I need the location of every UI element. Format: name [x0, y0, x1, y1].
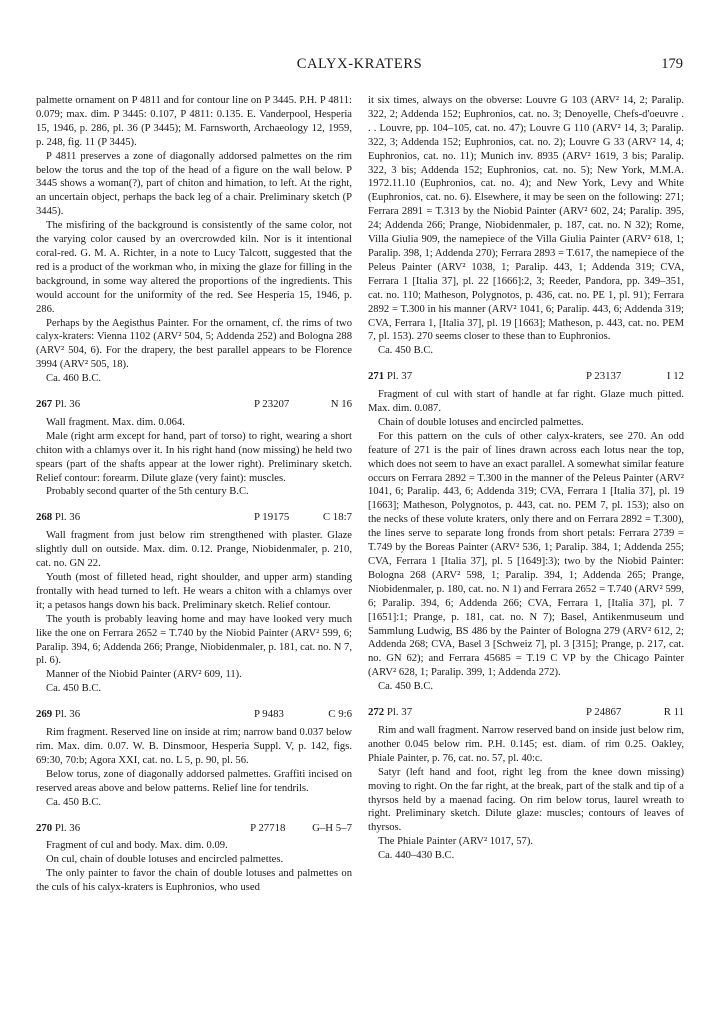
page-header — [0, 56, 719, 76]
body-paragraph: Rim and wall fragment. Narrow reserved band on inside just below rim, another 0.045 below rim. P.H. 0.145; est. diam. of rim 0.25. Oakley, Phiale Painter, p. 76, cat. no. 57, pl. 40:c. — [368, 724, 684, 764]
body-paragraph: it six times, always on the obverse: Louvre G 103 (ARV² 14, 2; Paralip. 322, 2; Addenda 152; Euphronios, cat. no. 3; Denoyelle, Chefs-d'oeuvre . . . Louvre, pp. 104–105, cat. no. 47); Louvre G 110 (ARV² 14, 3; Paralip. 322, 3; Addenda 152; Euphronios, cat. no. 2); Louvre G 33 (ARV² 14, 4; Euphronios, cat. no. 11); Munich inv. 8935 (ARV² 1619, 3 bis; Paralip. 322, 3 bis; Addenda 152; Euphronios, cat. no. 5); New York, M.M.A. 1972.11.10 (Euphronios, cat. no. 4); and New York, Levy and White (Euphronios, cat. no. 6). Elsewhere, it may be seen on the following: 271; Ferrara 2891 = T.313 by the Niobid Painter (ARV² 602, 24; Paralip. 395, 24; Addenda 266; Prange, Niobidenmaler, p. 187, cat. no. N 32); Rome, Villa Giulia 909, the namepiece of the Villa Giulia Painter (ARV² 618, 1; Paralip. 398, 1; Addenda 270); Ferrara 2893 = T.617, the namepiece of the Peleus Painter (ARV² 1038, 1; Paralip. 443, 1; Addenda 319; CVA, Ferrara 1 [Italia 37], pl. 22 [1666]:2, 3; Reeder, Pandora, pp. 349–351, cat. no. 110; Matheson, Polygnotos, p. 436, cat. no. PE 1, pl. 91); Ferrara 2892 = T.300 in his manner (ARV² 1041, 6; Paralip. 443, 6; Addenda 319; CVA, Ferrara 1, [Italia 37], pl. 19 [1663]; Matheson, p. 443, cat. no. PEM 7, pl. 153). 270 seems closer to these than to Euphronios. — [368, 95, 684, 343]
entry-number: 269 — [36, 708, 53, 721]
entry-heading — [368, 706, 684, 720]
entry-heading — [36, 822, 352, 836]
entry-heading — [36, 511, 352, 525]
grid-location: G–H 5–7 — [312, 821, 352, 834]
inventory-number: P 24867 — [586, 706, 622, 719]
body-paragraph: Fragment of cul and body. Max. dim. 0.09. — [46, 840, 228, 852]
body-paragraph: Wall fragment from just below rim strengthened with plaster. Glaze slightly dull on outside. Max. dim. 0.12. Prange, Niobidenmaler, p. 210, cat. no. GN 22. — [36, 530, 352, 570]
body-paragraph: Probably second quarter of the 5th century B.C. — [46, 486, 249, 498]
entry-number: 270 — [36, 821, 53, 834]
body-paragraph: On cul, chain of double lotuses and encircled palmettes. — [46, 854, 284, 866]
body-paragraph: Manner of the Niobid Painter (ARV² 609, 11). — [46, 669, 242, 681]
right-column — [368, 94, 684, 875]
entry-heading — [36, 398, 352, 412]
entry-heading — [368, 370, 684, 384]
catalog-entry — [36, 708, 352, 809]
grid-location: N 16 — [330, 398, 352, 411]
body-paragraph: The youth is probably leaving home and may have looked very much like the one on Ferrara 2652 = T.740 by the Niobid Painter (ARV² 599, 6; Paralip. 394, 6; Addenda 266; Prange, Niobidenmaler, p. 181, cat. no. N 7, pl. 6). — [36, 613, 352, 667]
body-paragraph: Male (right arm except for hand, part of torso) to right, wearing a short chiton with a chlamys over it. In his right hand (now missing) he held two spears (part of the shafts appear at the lower right). Preliminary sketch. Relief contour: forearm. Dilute glaze (very faint): muscles. — [36, 430, 352, 484]
body-paragraph: palmette ornament on P 4811 and for contour line on P 3445. P.H. P 4811: 0.079; max. dim. P 3445: 0.107, P 4811: 0.135. E. Vanderpool, Hesperia 15, 1946, p. 286, pl. 36 (P 3445); M. Farnsworth, Archaeology 12, 1959, p. 248, fig. 11 (P 3445). — [36, 95, 352, 148]
body-paragraph: Rim fragment. Reserved line on inside at rim; narrow band 0.037 below rim. Max. dim. 0.07. W. B. Dinsmoor, Hesperia Suppl. V, p. 142, figs. 69:30, 70:b; Agora XXI, cat. no. L 5, p. 90, pl. 56. — [36, 727, 352, 766]
plate-ref: Pl. 37 — [386, 706, 413, 719]
entry-number: 267 — [36, 398, 53, 411]
body-paragraph: The Phiale Painter (ARV² 1017, 57). — [378, 836, 534, 848]
plate-ref: Pl. 36 — [54, 398, 81, 411]
date-line: Ca. 450 B.C. — [46, 796, 102, 808]
body-paragraph: Perhaps by the Aegisthus Painter. For the ornament, cf. the rims of two calyx-kraters: Vienna 1102 (ARV² 504, 5; Addenda 252) and Bologna 288 (ARV² 504, 6). For the drapery, the best parallel appears to be Florence 3994 (ARV² 505, 18). — [36, 317, 352, 371]
date-line: Ca. 450 B.C. — [378, 681, 434, 693]
inventory-number: P 23137 — [586, 370, 622, 383]
date-line: Ca. 460 B.C. — [46, 373, 102, 385]
entry-number: 271 — [368, 370, 385, 383]
date-line: Ca. 450 B.C. — [46, 683, 102, 695]
inventory-number: P 23207 — [254, 398, 290, 411]
catalog-entry — [368, 370, 684, 694]
grid-location: R 11 — [663, 706, 684, 719]
body-paragraph: Youth (most of filleted head, right shoulder, and upper arm) standing frontally with head turned to left. He wears a chiton with a chlamys over it; a petasos hangs down his back. Preliminary sketch. Relief contour. — [36, 572, 352, 611]
catalog-entry — [36, 822, 352, 896]
catalog-entry — [368, 706, 684, 863]
inventory-number: P 27718 — [250, 821, 286, 834]
body-paragraph: The misfiring of the background is consistently of the same color, not the varying color caused by an overcrowded kiln. Nor is it intentional coral-red. G. M. A. Richter, in a note to Lucy Talcott, suggested that the red is a product of the workman who, in mixing the glaze for filling in the background, in some way altered the proportions of the ingredients. This would account for the uniformity of the red. See Hesperia 15, 1946, p. 286. — [36, 220, 352, 315]
body-paragraph: Fragment of cul with start of handle at far right. Glaze much pitted. Max. dim. 0.087. — [368, 389, 684, 415]
grid-location: C 9:6 — [328, 708, 352, 721]
catalog-entry — [36, 511, 352, 696]
entry-number: 272 — [368, 706, 385, 719]
entry-heading — [36, 708, 352, 722]
body-paragraph: For this pattern on the culs of other calyx-kraters, see 270. An odd feature of 271 is the pair of lines drawn across each lotus near the top, which does not seem to have an exact parallel. A somewhat similar feature occurs on Ferrara 2892 = T.300 in the manner of the Peleus Painter (ARV² 1041, 6; Paralip. 443, 6; Addenda 319; CVA, Ferrara 1 [Italia 37], pl. 19 [1663]; Matheson, Polygnotos, p. 443, cat. no. PEM 7, pl. 153); also on the necks of these volute kraters, only there and on Ferrara 2892 = T.300), the lines serve to separate long fronds from short petals: Ferrara 2739 = T.749 by the Boreas Painter (ARV² 536, 1; Paralip. 384, 1; Addenda 255; CVA, Ferrara 1 [Italia 37], pl. 5 [1649]:3); two by the Niobid Painter: Bologna 268 (ARV² 598, 1; Paralip. 394, 1; Addenda 265; Prange, Niobidenmaler, p. 180, cat. no. N 1) and Ferrara 2652 = T.740 (ARV² 599, 6; Paralip. 394, 6; Addenda 266; CVA, Ferrara 1, [Italia 37], pl. 7 [1651]:1; Prange, p. 181, cat. no. N 7); Basel, Antikenmuseum und Sammlung Ludwig, BS 486 by the Painter of Bologna 279 (ARV² 612, 2; Addenda 268; CVA, Basel 3 [Schweiz 7], pl. 3 [315]; Prange, p. 217, cat. no. GN 62); and Ferrara 45685 = T.19 C VP by the Chicago Painter (ARV² 628, 1; Paralip. 399, 1; Addenda 272). — [368, 430, 684, 679]
entry-number: 268 — [36, 511, 53, 524]
page-number: 179 — [661, 56, 683, 72]
running-head: CALYX-KRATERS — [296, 56, 423, 72]
plate-ref: Pl. 36 — [54, 511, 81, 524]
left-column — [36, 94, 352, 895]
inventory-number: P 9483 — [254, 708, 284, 721]
grid-location: I 12 — [666, 370, 684, 383]
plate-ref: Pl. 36 — [54, 708, 81, 721]
plate-ref: Pl. 37 — [386, 370, 413, 383]
body-paragraph: Satyr (left hand and foot, right leg from the knee down missing) moving to right. On the far right, at the break, part of the stalk and tip of a thyrsos held by a maenad facing. On rim below torus, laurel wreath to right. Preliminary sketch. Dilute glaze: muscles; contours of leaves of thyrsos. — [368, 766, 684, 834]
grid-location: C 18:7 — [322, 511, 352, 524]
catalog-entry — [36, 398, 352, 499]
body-paragraph: The only painter to favor the chain of double lotuses and palmettes on the culs of his calyx-kraters is Euphronios, who used — [36, 868, 352, 894]
body-paragraph: Chain of double lotuses and encircled palmettes. — [378, 416, 584, 428]
body-paragraph: P 4811 preserves a zone of diagonally addorsed palmettes on the rim below the torus and the top of the head of a figure on the wall below. P 3445 shows a woman(?), part of chiton and himation, to left. At the right, an uncertain object, perhaps the back leg of a chair. Preliminary sketch (P 3445). — [36, 150, 352, 218]
date-line: Ca. 450 B.C. — [378, 345, 434, 357]
date-line: Ca. 440–430 B.C. — [378, 850, 455, 862]
plate-ref: Pl. 36 — [54, 821, 81, 834]
body-paragraph: Wall fragment. Max. dim. 0.064. — [46, 416, 185, 428]
body-paragraph: Below torus, zone of diagonally addorsed palmettes. Graffiti incised on reserved areas above and below patterns. Relief line for tendrils. — [36, 768, 352, 794]
inventory-number: P 19175 — [254, 511, 290, 524]
